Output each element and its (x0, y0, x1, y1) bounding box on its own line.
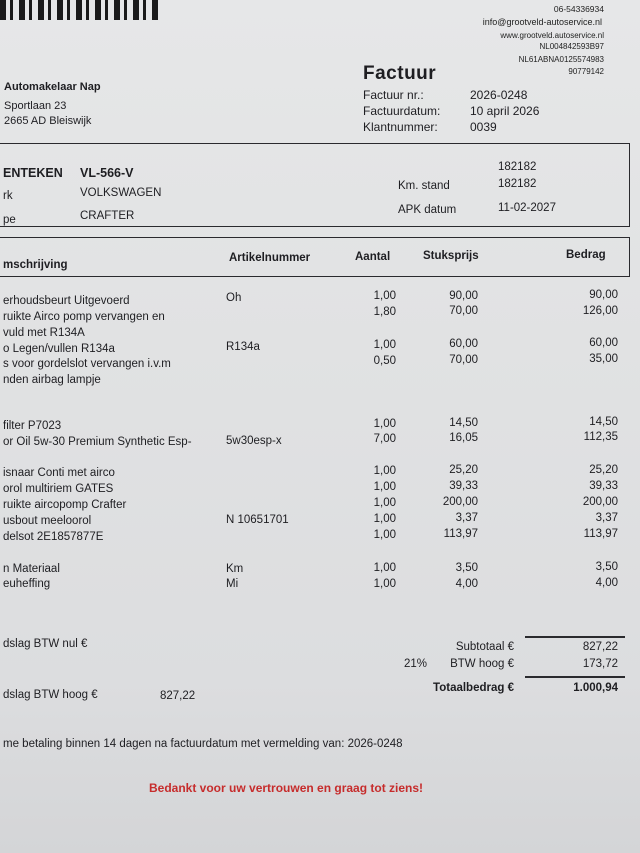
item-7-amount: 112,35 (583, 431, 618, 443)
item-11-qty: 1,00 (373, 513, 396, 525)
item-13-article: Km (226, 563, 244, 575)
item-4-description: s voor gordelslot vervangen i.v.m (3, 358, 171, 370)
item-6-description: filter P7023 (3, 420, 62, 432)
vat-high-base: 827,22 (160, 690, 196, 702)
item-10-qty: 1,00 (373, 497, 396, 509)
invoice-title: Factuur (363, 63, 437, 84)
type-label: pe (3, 214, 16, 226)
item-5-description: nden airbag lampje (3, 374, 101, 386)
col-qty: Aantal (355, 251, 391, 263)
item-12-price: 113,97 (443, 528, 478, 540)
item-9-price: 39,33 (449, 480, 478, 492)
col-article: Artikelnummer (229, 252, 311, 264)
item-9-amount: 39,33 (589, 480, 618, 492)
item-0-amount: 90,00 (589, 289, 618, 301)
item-1-qty: 1,80 (373, 306, 396, 318)
item-8-description: isnaar Conti met airco (3, 467, 115, 479)
total-value: 1.000,94 (573, 682, 618, 694)
item-8-amount: 25,20 (589, 464, 618, 476)
item-4-price: 70,00 (449, 354, 478, 366)
table-header-box (0, 237, 630, 277)
item-3-article: R134a (226, 341, 260, 353)
item-11-article: N 10651701 (226, 514, 289, 526)
item-3-description: o Legen/vullen R134a (3, 343, 115, 355)
item-3-qty: 1,00 (373, 339, 396, 351)
company-website: www.grootveld.autoservice.nl (500, 31, 604, 40)
item-14-amount: 4,00 (595, 577, 618, 589)
item-14-qty: 1,00 (373, 578, 396, 590)
apk-date: 11-02-2027 (498, 202, 556, 214)
col-description: mschrijving (3, 259, 68, 271)
item-6-price: 14,50 (449, 417, 478, 429)
item-10-amount: 200,00 (582, 496, 618, 508)
item-6-qty: 1,00 (373, 418, 396, 430)
invoice-number: 2026-0248 (470, 88, 528, 102)
item-14-description: euheffing (3, 578, 51, 590)
customer-name: Automakelaar Nap (4, 81, 101, 93)
item-3-amount: 60,00 (589, 337, 618, 349)
item-2-description: vuld met R134A (3, 327, 85, 339)
thank-you-message: Bedankt voor uw vertrouwen en graag tot ziens! (149, 781, 424, 795)
item-8-qty: 1,00 (373, 465, 396, 477)
item-14-article: Mi (226, 578, 239, 590)
item-12-description: delsot 2E1857877E (3, 531, 104, 543)
vat-zero-label: dslag BTW nul € (3, 638, 88, 650)
item-8-price: 25,20 (449, 464, 478, 476)
total-label: Totaalbedrag € (433, 682, 514, 694)
item-12-amount: 113,97 (583, 528, 618, 540)
item-6-amount: 14,50 (589, 416, 618, 428)
company-phone: 06-54336934 (553, 4, 604, 14)
item-10-description: ruikte aircopomp Crafter (3, 499, 127, 511)
payment-note: me betaling binnen 14 dagen na factuurdatum met vermelding van: 2026-0248 (3, 738, 403, 750)
item-7-price: 16,05 (449, 432, 478, 444)
item-11-description: usbout meeloorol (3, 515, 92, 527)
vat-value: 173,72 (582, 658, 618, 670)
item-0-description: erhoudsbeurt Uitgevoerd (3, 295, 130, 307)
apk-label: APK datum (398, 204, 457, 216)
km-value: 182182 (498, 178, 537, 190)
item-12-qty: 1,00 (373, 529, 396, 541)
customer-number: 0039 (470, 120, 497, 134)
qr-code (0, 0, 160, 20)
vehicle-type: CRAFTER (80, 210, 135, 222)
customer-city: 2665 AD Bleiswijk (4, 115, 92, 127)
item-0-qty: 1,00 (373, 290, 396, 302)
invoice-number-label: Factuur nr.: (363, 88, 424, 102)
customer-number-label: Klantnummer: (363, 120, 438, 134)
item-7-description: or Oil 5w-30 Premium Synthetic Esp- (3, 436, 192, 448)
item-14-price: 4,00 (455, 578, 478, 590)
item-7-article: 5w30esp-x (226, 435, 282, 447)
vehicle-top-value: 182182 (498, 161, 537, 173)
col-amount: Bedrag (566, 249, 606, 261)
item-4-qty: 0,50 (373, 355, 396, 367)
item-11-price: 3,37 (455, 512, 478, 524)
customer-street: Sportlaan 23 (4, 100, 67, 112)
company-kvk: 90779142 (568, 67, 604, 76)
col-unit-price: Stuksprijs (423, 250, 479, 262)
total-rule (525, 676, 625, 678)
item-3-price: 60,00 (449, 338, 478, 350)
subtotal-value: 827,22 (582, 641, 618, 653)
item-13-qty: 1,00 (373, 562, 396, 574)
company-email: info@grootveld-autoservice.nl (482, 17, 602, 27)
km-label: Km. stand (398, 180, 450, 192)
company-vat: NL004842593B97 (539, 42, 604, 51)
item-1-description: ruikte Airco pomp vervangen en (3, 311, 165, 323)
item-0-price: 90,00 (449, 290, 478, 302)
item-4-amount: 35,00 (589, 353, 618, 365)
company-iban: NL61ABNA0125574983 (518, 55, 604, 64)
item-1-amount: 126,00 (582, 305, 618, 317)
vat-rate: 21% (404, 658, 428, 670)
item-0-article: Oh (226, 292, 242, 304)
brand-label: rk (3, 190, 13, 202)
item-9-qty: 1,00 (373, 481, 396, 493)
item-7-qty: 7,00 (373, 433, 396, 445)
subtotal-rule (525, 636, 625, 638)
item-13-description: n Materiaal (3, 563, 60, 575)
item-13-amount: 3,50 (595, 561, 618, 573)
plate-label: ENTEKEN (3, 166, 63, 180)
invoice-date-label: Factuurdatum: (363, 104, 441, 118)
vehicle-brand: VOLKSWAGEN (80, 187, 162, 199)
item-9-description: orol multiriem GATES (3, 483, 114, 495)
item-11-amount: 3,37 (595, 512, 618, 524)
item-10-price: 200,00 (442, 496, 478, 508)
vat-label: BTW hoog € (450, 658, 514, 670)
invoice-date: 10 april 2026 (470, 104, 540, 118)
vat-high-base-label: dslag BTW hoog € (3, 689, 98, 701)
subtotal-label: Subtotaal € (455, 641, 514, 653)
plate-number: VL-566-V (80, 166, 134, 180)
item-13-price: 3,50 (455, 562, 478, 574)
item-1-price: 70,00 (449, 305, 478, 317)
